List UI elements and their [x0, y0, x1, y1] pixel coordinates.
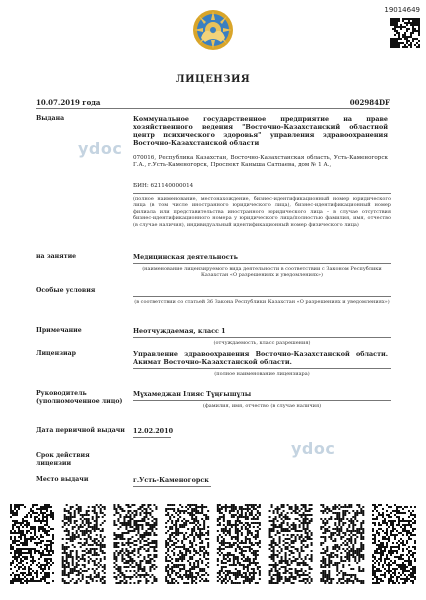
activity-underline [133, 263, 391, 264]
state-emblem-icon [191, 8, 235, 52]
issue-date: 10.07.2019 года [36, 98, 101, 107]
note-caption: (отчуждаемость, класс разрешения) [213, 340, 311, 346]
place-value: г.Усть-Каменогорск [133, 476, 209, 484]
issued-to-underline [133, 193, 391, 194]
activity-caption: (наименование лицензируемого вида деятельности в соответствии с Законом Республики Казахстан «О разрешениях и уведомлениях») [142, 266, 382, 279]
head-label-sub: (уполномоченное лицо) [36, 398, 123, 405]
issued-to-name: Коммунальное государственное предприятие на праве хозяйственного ведения "Восточно-Казахстанский областной центр психического здоровья" управления здравоохранения Восточно-Казахстанской области [133, 115, 388, 147]
qr-code-icon [390, 18, 420, 48]
issued-to-address: 070016, Республика Казахстан, Восточно-Казахстанская область, Усть-Каменогорск Г.А., г.Усть-Каменогорск, Проспект Каныша Сатпаева, дом № 1 А., [133, 155, 388, 169]
activity-value: Медицинская деятельность [133, 253, 238, 261]
conditions-caption: (в соответствии со статьей 36 Закона Республики Казахстан «О разрешениях и уведомлениях») [134, 299, 390, 305]
validity-label: Срок действия [36, 452, 90, 459]
barcode-blocks-icon [10, 504, 416, 584]
head-value: Мұхамеджан Ілияс Тұңғышұлы [133, 390, 252, 398]
issued-to-bin: БИН: 621140000014 [133, 183, 194, 189]
activity-label: на занятие [36, 253, 77, 260]
first-issue-label: Дата первичной выдачи [36, 427, 125, 434]
conditions-underline [133, 296, 391, 297]
barcode-strip [10, 504, 416, 584]
head-caption: (фамилия, имя, отчество (в случае наличия) [202, 403, 322, 409]
header-divider [36, 108, 390, 109]
document-id: 19014649 [384, 6, 420, 14]
watermark-text-2: ydoc [291, 439, 336, 458]
place-label: Место выдачи [36, 476, 89, 483]
place-underline [133, 486, 211, 487]
issued-to-caption: (полное наименование, местонахождение, бизнес-идентификационный номер юридического лица (в том числе иностранного юридического лица), бизнес-идентификационный номер филиала или представительства иностранного юридического лица – в случае отсутствия бизнес-идентификационного номера у юридического лица/полностью фамилия, имя, отчество (в случае наличия), индивидуальный идентификационный номер физического лица) [133, 196, 391, 228]
issued-to-label: Выдана [36, 115, 65, 122]
license-number: 002984DF [349, 98, 390, 107]
note-label: Примечание [36, 327, 82, 334]
head-underline [133, 400, 391, 401]
first-issue-value: 12.02.2010 [133, 427, 174, 435]
licensor-label: Лицензиар [36, 350, 76, 357]
validity-label-sub: лицензии [36, 460, 72, 467]
head-label: Руководитель [36, 390, 87, 397]
licensor-value: Управление здравоохранения Восточно-Казахстанской области. Акимат Восточно-Казахстанской области. [133, 350, 388, 366]
document-title: ЛИЦЕНЗИЯ [175, 74, 251, 85]
note-value: Неотчуждаемая, класс 1 [133, 327, 226, 335]
conditions-label: Особые условия [36, 287, 96, 294]
licensor-caption: (полное наименование лицензиара) [214, 371, 310, 377]
licensor-underline [133, 368, 391, 369]
watermark-text: ydoc [78, 139, 123, 158]
note-underline [133, 337, 391, 338]
first-issue-underline [133, 437, 171, 438]
